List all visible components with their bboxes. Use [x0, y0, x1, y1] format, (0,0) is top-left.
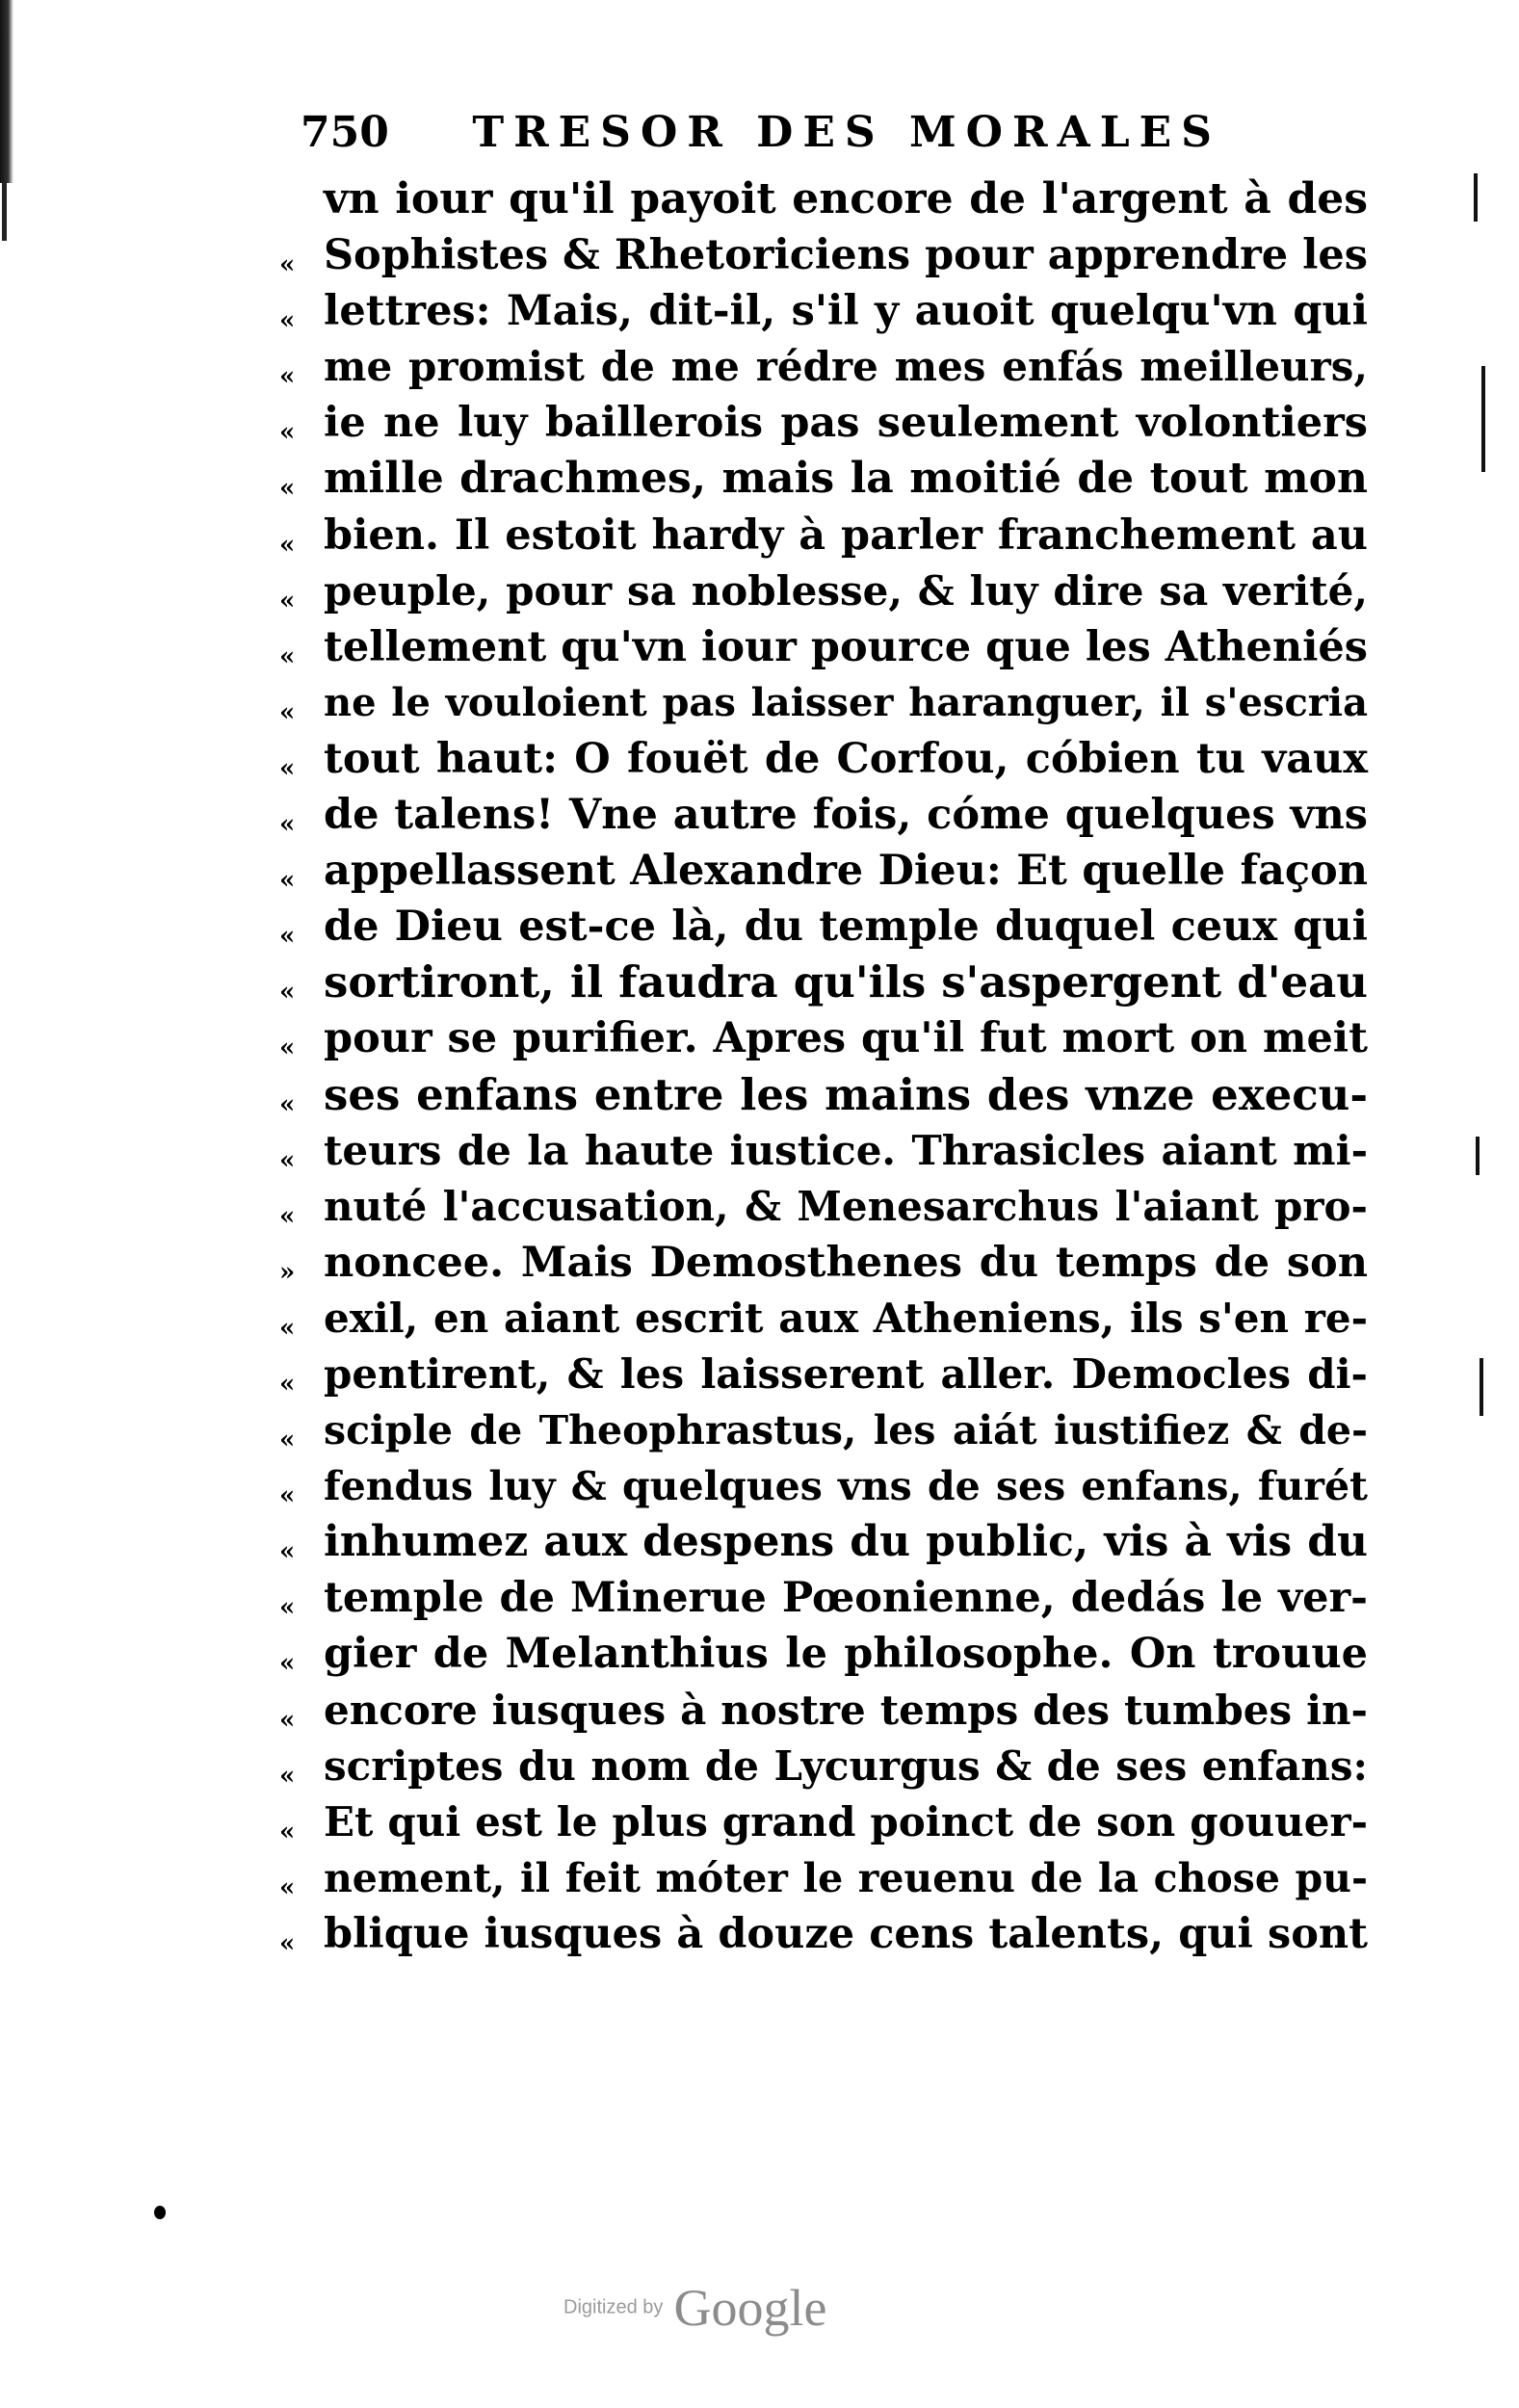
text-line: [279, 227, 1368, 283]
text-line: [279, 1683, 1368, 1739]
text-line: [279, 955, 1368, 1010]
text-line: [279, 675, 1368, 731]
quotation-marker: «: [279, 641, 296, 671]
line-text: appellassent Alexandre Dieu: Et quelle façon: [324, 847, 1368, 896]
quotation-marker: «: [279, 697, 296, 727]
line-text: tellement qu'vn iour pource que les Atheniés: [324, 622, 1368, 671]
quotation-marker: «: [279, 362, 296, 392]
line-text: me promist de me rédre mes enfás meilleurs,: [324, 343, 1368, 391]
margin-mark: [1476, 1137, 1480, 1175]
quotation-marker: «: [279, 1481, 296, 1511]
line-text: scriptes du nom de Lycurgus & de ses enfans:: [324, 1741, 1368, 1790]
quotation-marker: «: [279, 1145, 296, 1175]
line-text: fendus luy & quelques vns de ses enfans, furét: [324, 1463, 1368, 1510]
quotation-marker: «: [279, 1369, 296, 1399]
binding-edge-mark: [2, 183, 7, 241]
quotation-marker: «: [279, 418, 296, 448]
line-text: noncee. Mais Demosthenes du temps de son: [324, 1238, 1368, 1287]
line-text: lettres: Mais, dit-il, s'il y auoit quelqu'vn qui: [324, 287, 1368, 336]
line-text: sortiront, il faudra qu'ils s'aspergent d'eau: [324, 956, 1368, 1008]
line-text: ses enfans entre les mains des vnze execu-: [324, 1068, 1368, 1120]
text-line: [279, 899, 1368, 955]
line-text: pour se purifier. Apres qu'il fut mort on meit: [324, 1014, 1368, 1063]
quotation-marker: «: [279, 586, 296, 615]
quotation-marker: «: [279, 1034, 296, 1063]
text-line: [279, 1235, 1368, 1291]
line-text: mille drachmes, mais la moitié de tout mon: [324, 454, 1368, 504]
quotation-marker: «: [279, 250, 296, 280]
quotation-marker: «: [279, 1705, 296, 1735]
quotation-marker: «: [279, 810, 296, 840]
text-line: [279, 1347, 1368, 1402]
line-text: inhumez aux despens du public, vis à vis du: [324, 1517, 1368, 1567]
line-text: de Dieu est-ce là, du temple duquel ceux qui: [324, 903, 1368, 952]
line-text: Et qui est le plus grand poinct de son gouuer-: [324, 1797, 1368, 1845]
text-line: [279, 1906, 1368, 1962]
text-line: [279, 1458, 1368, 1514]
quotation-marker: «: [279, 474, 296, 504]
line-text: peuple, pour sa noblesse, & luy dire sa verité,: [324, 566, 1368, 615]
text-line: [279, 1123, 1368, 1179]
line-text: tout haut: O fouët de Corfou, cóbien tu vaux: [324, 734, 1368, 783]
text-line: [279, 563, 1368, 619]
line-text: vn iour qu'il payoit encore de l'argent à des: [324, 174, 1368, 223]
line-text: ne le vouloient pas laisser haranguer, il s'escria: [324, 679, 1368, 725]
text-line: [279, 731, 1368, 787]
quotation-marker: «: [279, 1201, 296, 1231]
digitized-brand: Google: [673, 2279, 827, 2337]
quotation-marker: «: [279, 753, 296, 783]
quotation-marker: «: [279, 1817, 296, 1846]
line-text: Sophistes & Rhetoriciens pour apprendre les: [324, 231, 1368, 280]
text-line: [279, 339, 1368, 395]
quotation-marker: «: [279, 1089, 296, 1119]
text-line: [279, 451, 1368, 507]
quotation-marker: »: [279, 1257, 296, 1287]
text-line: [279, 1739, 1368, 1794]
line-text: bien. Il estoit hardy à parler franchement au: [324, 510, 1368, 560]
text-line: [279, 1067, 1368, 1123]
quotation-marker: «: [279, 922, 296, 952]
quotation-marker: «: [279, 1593, 296, 1623]
line-text: nuté l'accusation, & Menesarchus l'aiant pro-: [324, 1182, 1368, 1230]
text-line: [279, 843, 1368, 899]
margin-mark: [1481, 366, 1485, 472]
ink-dot: [154, 2206, 166, 2219]
line-text: de talens! Vne autre fois, cóme quelques vns: [324, 791, 1368, 840]
text-line: [279, 1794, 1368, 1850]
text-line: [279, 1291, 1368, 1347]
text-line: [279, 171, 1368, 227]
quotation-marker: «: [279, 1537, 296, 1567]
line-text: exil, en aiant escrit aux Atheniens, ils s'en re-: [324, 1294, 1368, 1342]
quotation-marker: «: [279, 530, 296, 560]
text-line: [279, 1850, 1368, 1906]
digitized-watermark: [563, 2278, 949, 2345]
running-header: [301, 108, 1221, 175]
line-text: encore iusques à nostre temps des tumbes in-: [324, 1686, 1368, 1734]
line-text: gier de Melanthius le philosophe. On trouue: [324, 1630, 1368, 1679]
text-line: [279, 787, 1368, 843]
margin-mark: [1474, 173, 1478, 222]
text-line: [279, 1570, 1368, 1626]
quotation-marker: «: [279, 1928, 296, 1958]
line-text: nement, il feit móter le reuenu de la chose pu-: [324, 1854, 1368, 1901]
margin-mark: [1480, 1358, 1483, 1416]
page-number: 750: [301, 108, 389, 157]
binding-edge: [0, 0, 13, 183]
line-text: sciple de Theophrastus, les aiát iustifiez & de-: [324, 1407, 1368, 1454]
quotation-marker: «: [279, 306, 296, 336]
quotation-marker: «: [279, 1313, 296, 1343]
line-text: ie ne luy baillerois pas seulement volontiers: [324, 399, 1368, 448]
text-line: [279, 1626, 1368, 1682]
body-text: [279, 171, 1368, 1962]
text-line: [279, 1179, 1368, 1235]
quotation-marker: «: [279, 1872, 296, 1902]
text-line: [279, 508, 1368, 563]
quotation-marker: «: [279, 978, 296, 1008]
quotation-marker: «: [279, 1649, 296, 1679]
digitized-label: Digitized by: [563, 2296, 664, 2318]
text-line: [279, 283, 1368, 339]
text-line: [279, 1402, 1368, 1458]
text-line: [279, 395, 1368, 451]
text-line: [279, 1010, 1368, 1066]
line-text: pentirent, & les laisserent aller. Democles di-: [324, 1349, 1368, 1398]
quotation-marker: «: [279, 1761, 296, 1791]
running-title: TRESOR DES MORALES: [472, 108, 1221, 157]
text-line: [279, 619, 1368, 675]
line-text: temple de Minerue Pœonienne, dedás le ver-: [324, 1574, 1368, 1623]
quotation-marker: «: [279, 1426, 296, 1455]
line-text: blique iusques à douze cens talents, qui sont: [324, 1909, 1368, 1958]
line-text: teurs de la haute iustice. Thrasicles aiant mi-: [324, 1126, 1368, 1174]
text-line: [279, 1514, 1368, 1570]
quotation-marker: «: [279, 866, 296, 896]
